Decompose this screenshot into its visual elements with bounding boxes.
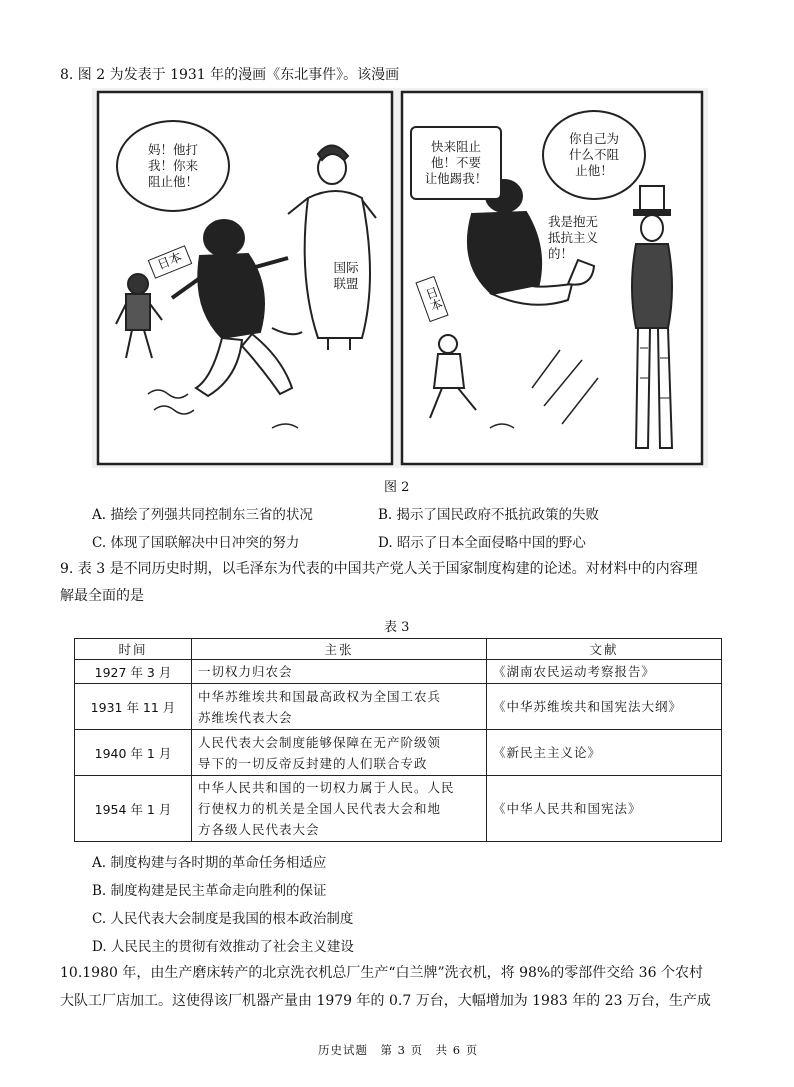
row-document: 《中华人民共和国宪法》 xyxy=(487,776,722,842)
q9-option-a: A. 制度构建与各时期的革命任务相适应 xyxy=(92,855,327,871)
row-time: 1931 年 11 月 xyxy=(75,684,192,730)
japan-tag-right: 日本 xyxy=(415,276,448,322)
row-document: 《湖南农民运动考察报告》 xyxy=(487,660,722,684)
row-time: 1940 年 1 月 xyxy=(75,730,192,776)
cartoon-figure xyxy=(92,88,708,468)
q9-option-b: B. 制度构建是民主革命走向胜利的保证 xyxy=(92,883,327,899)
table-row xyxy=(75,776,722,842)
row-document: 《中华苏维埃共和国宪法大纲》 xyxy=(487,684,722,730)
uncle-sam-speech: 我是抱无 抵抗主义 的！ xyxy=(548,214,599,261)
q9-option-c: C. 人民代表大会制度是我国的根本政治制度 xyxy=(92,911,354,927)
table-3 xyxy=(74,638,722,842)
q10-line2: 大队工厂店加工。这使得该厂机器产量由 1979 年的 0.7 万台，大幅增加为 1983 年的 23 万台，生产成 xyxy=(60,993,711,1009)
right-speech-bubble-b: 你自己为 什么不阻 止他！ xyxy=(542,110,646,200)
row-claim: 中华苏维埃共和国最高政权为全国工农兵 苏维埃代表大会 xyxy=(192,684,487,730)
row-claim: 一切权力归农会 xyxy=(192,660,487,684)
q9-option-d: D. 人民民主的贯彻有效推动了社会主义建设 xyxy=(92,939,354,955)
right-speech-bubble-a: 快来阻止 他！不要 让他踢我！ xyxy=(410,126,502,200)
table-row xyxy=(75,660,722,684)
league-of-nations-tag: 国际 联盟 xyxy=(333,260,359,291)
header-document: 文献 xyxy=(487,639,722,660)
q8-option-d: D. 昭示了日本全面侵略中国的野心 xyxy=(378,535,586,551)
header-time: 时间 xyxy=(75,639,192,660)
page-footer: 历史试题 第 3 页 共 6 页 xyxy=(318,1043,479,1057)
table-header-row xyxy=(75,639,722,660)
header-claim: 主张 xyxy=(192,639,487,660)
figure-caption: 图 2 xyxy=(384,480,410,495)
row-claim: 中华人民共和国的一切权力属于人民。人民 行使权力的机关是全国人民代表大会和地 方各级人民代表大会 xyxy=(192,776,487,842)
row-claim: 人民代表大会制度能够保障在无产阶级领 导下的一切反帝反封建的人们联合专政 xyxy=(192,730,487,776)
table-title: 表 3 xyxy=(384,620,410,635)
table-row xyxy=(75,730,722,776)
q9-stem-line1: 9. 表 3 是不同历史时期，以毛泽东为代表的中国共产党人关于国家制度构建的论述。对材料中的内容理 xyxy=(60,561,698,577)
japan-tag-left: 日本 xyxy=(148,245,193,279)
table-row xyxy=(75,684,722,730)
q8-stem: 8. 图 2 为发表于 1931 年的漫画《东北事件》。该漫画 xyxy=(60,67,400,83)
row-time: 1954 年 1 月 xyxy=(75,776,192,842)
q8-option-c: C. 体现了国联解决中日冲突的努力 xyxy=(92,535,300,551)
q8-option-b: B. 揭示了国民政府不抵抗政策的失败 xyxy=(378,507,600,523)
left-speech-bubble: 妈！他打 我！你来 阻止他！ xyxy=(116,120,230,212)
q8-option-a: A. 描绘了列强共同控制东三省的状况 xyxy=(92,507,313,523)
row-time: 1927 年 3 月 xyxy=(75,660,192,684)
row-document: 《新民主主义论》 xyxy=(487,730,722,776)
q9-stem-line2: 解最全面的是 xyxy=(60,588,144,604)
q10-line1: 10.1980 年，由生产磨床转产的北京洗衣机总厂生产“白兰牌”洗衣机，将 98%的零部件交给 36 个农村 xyxy=(60,965,703,981)
